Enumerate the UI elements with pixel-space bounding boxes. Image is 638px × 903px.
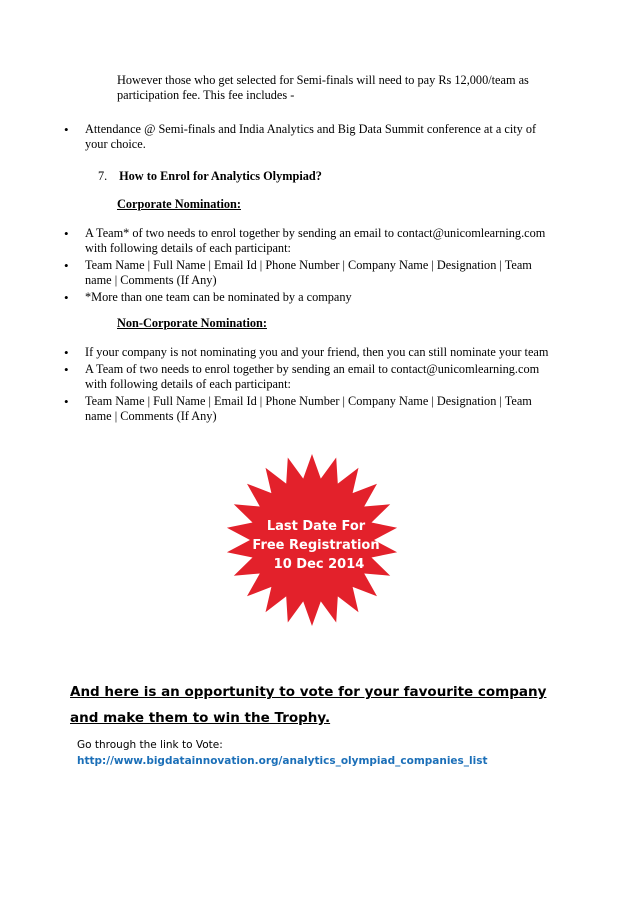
starburst-shape (222, 450, 402, 630)
badge-line-1: Last Date For (266, 519, 366, 534)
list-item: • Attendance @ Semi-finals and India Analytics and Big Data Summit conference at a city of your choice. (64, 122, 560, 152)
badge-line-3: 10 Dec 2014 (273, 557, 365, 572)
list-item: • Team Name | Full Name | Email Id | Phone Number | Company Name | Designation | Team name | Comments (If Any) (64, 258, 560, 288)
section-number: 7. (98, 169, 108, 183)
badge-line-2: Free Registration (252, 538, 380, 553)
intro-line-1: However those who get selected for Semi-finals will need to pay Rs 12,000/team as (117, 73, 529, 87)
intro-line-2: participation fee. This fee includes - (117, 88, 295, 102)
fee-includes-list (64, 122, 560, 154)
list-item: • A Team* of two needs to enrol together by sending an email to contact@unicomlearning.com with following details of each participant: (64, 226, 560, 256)
registration-deadline-badge (222, 450, 402, 630)
vote-instruction: Go through the link to Vote: (77, 739, 223, 751)
non-corporate-list (64, 345, 560, 426)
vote-heading: And here is an opportunity to vote for your favourite company and make them to win the Trophy. (70, 684, 547, 726)
corporate-heading: Corporate Nomination: (117, 197, 241, 211)
vote-link[interactable]: http://www.bigdatainnovation.org/analytics_olympiad_companies_list (77, 755, 488, 767)
list-item: • If your company is not nominating you and your friend, then you can still nominate your team (64, 345, 560, 360)
intro-paragraph (117, 73, 547, 103)
non-corporate-heading: Non-Corporate Nomination: (117, 316, 267, 330)
list-item: • A Team of two needs to enrol together by sending an email to contact@unicomlearning.com with following details of each participant: (64, 362, 560, 392)
section-heading (98, 169, 322, 184)
list-item: • Team Name | Full Name | Email Id | Phone Number | Company Name | Designation | Team name | Comments (If Any) (64, 394, 560, 424)
corporate-list (64, 226, 560, 307)
section-title: How to Enrol for Analytics Olympiad? (119, 169, 322, 183)
list-item: • *More than one team can be nominated by a company (64, 290, 560, 305)
